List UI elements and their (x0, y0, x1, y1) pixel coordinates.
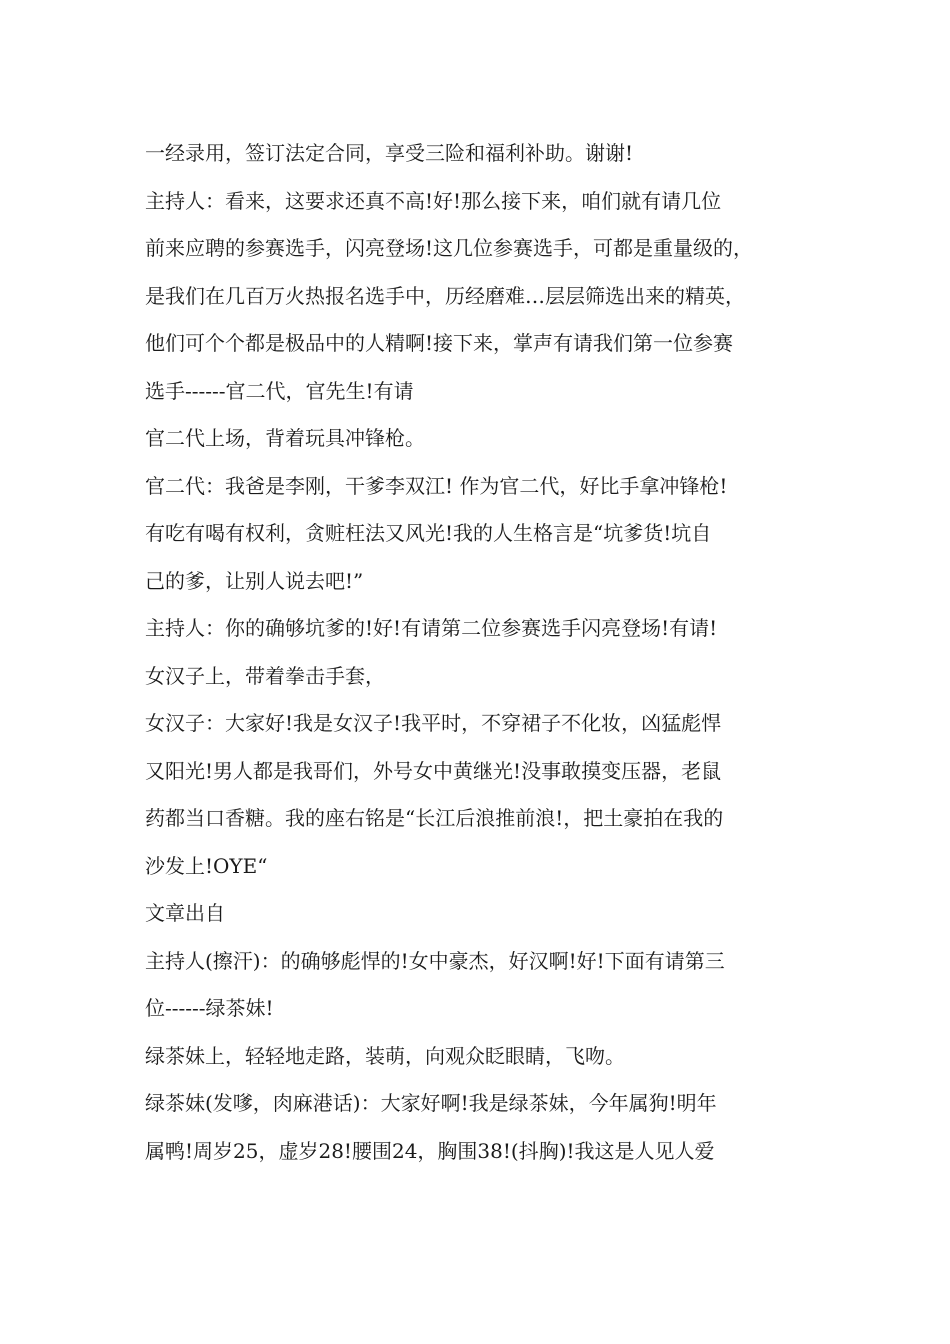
text-line-21: 绿茶妹(发嗲，肉麻港话)：大家好啊!我是绿茶妹，今年属狗!明年 (145, 1091, 717, 1115)
text-line-5: 他们可个个都是极品中的人精啊!接下来，掌声有请我们第一位参赛 (145, 331, 734, 355)
text-line-4: 是我们在几百万火热报名选手中，历经磨难…层层筛选出来的精英， (145, 283, 745, 308)
text-line-18: 主持人(擦汗)：的确够彪悍的!女中豪杰，好汉啊!好!下面有请第三 (145, 948, 725, 973)
text-line-12: 女汉子上，带着拳击手套， (145, 663, 385, 688)
text-line-11: 主持人：你的确够坑爹的!好!有请第二位参赛选手闪亮登场!有请! (145, 616, 718, 640)
text-line-22: 属鸭!周岁25，虚岁28!腰围24，胸围38!(抖胸)!我这是人见人爱 (145, 1138, 715, 1163)
text-line-17: 文章出自 (145, 901, 225, 925)
text-line-3: 前来应聘的参赛选手，闪亮登场!这几位参赛选手，可都是重量级的， (145, 236, 754, 260)
text-line-13: 女汉子：大家好!我是女汉子!我平时，不穿裙子不化妆，凶猛彪悍 (145, 711, 722, 735)
text-line-7: 官二代上场，背着玩具冲锋枪。 (145, 426, 425, 450)
text-line-20: 绿茶妹上，轻轻地走路，装萌，向观众眨眼睛，飞吻。 (145, 1043, 625, 1068)
text-line-19: 位------绿茶妹! (145, 996, 274, 1020)
text-line-2: 主持人：看来，这要求还真不高!好!那么接下来，咱们就有请几位 (145, 188, 722, 213)
text-line-14: 又阳光!男人都是我哥们，外号女中黄继光!没事敢摸变压器，老鼠 (145, 758, 722, 783)
text-line-16: 沙发上!OYE“ (145, 853, 268, 878)
text-line-6: 选手------官二代，官先生!有请 (145, 378, 414, 403)
text-line-8: 官二代：我爸是李刚，干爹李双江! 作为官二代，好比手拿冲锋枪! (145, 473, 728, 498)
document-body (145, 130, 835, 1175)
text-line-9: 有吃有喝有权利，贪赃枉法又风光!我的人生格言是“坑爹货!坑自 (145, 521, 712, 545)
text-line-1: 一经录用，签订法定合同，享受三险和福利补助。谢谢! (145, 141, 634, 165)
text-line-15: 药都当口香糖。我的座右铭是“长江后浪推前浪!，把土豪拍在我的 (145, 806, 724, 830)
text-line-10: 己的爹，让别人说去吧!” (145, 568, 364, 593)
